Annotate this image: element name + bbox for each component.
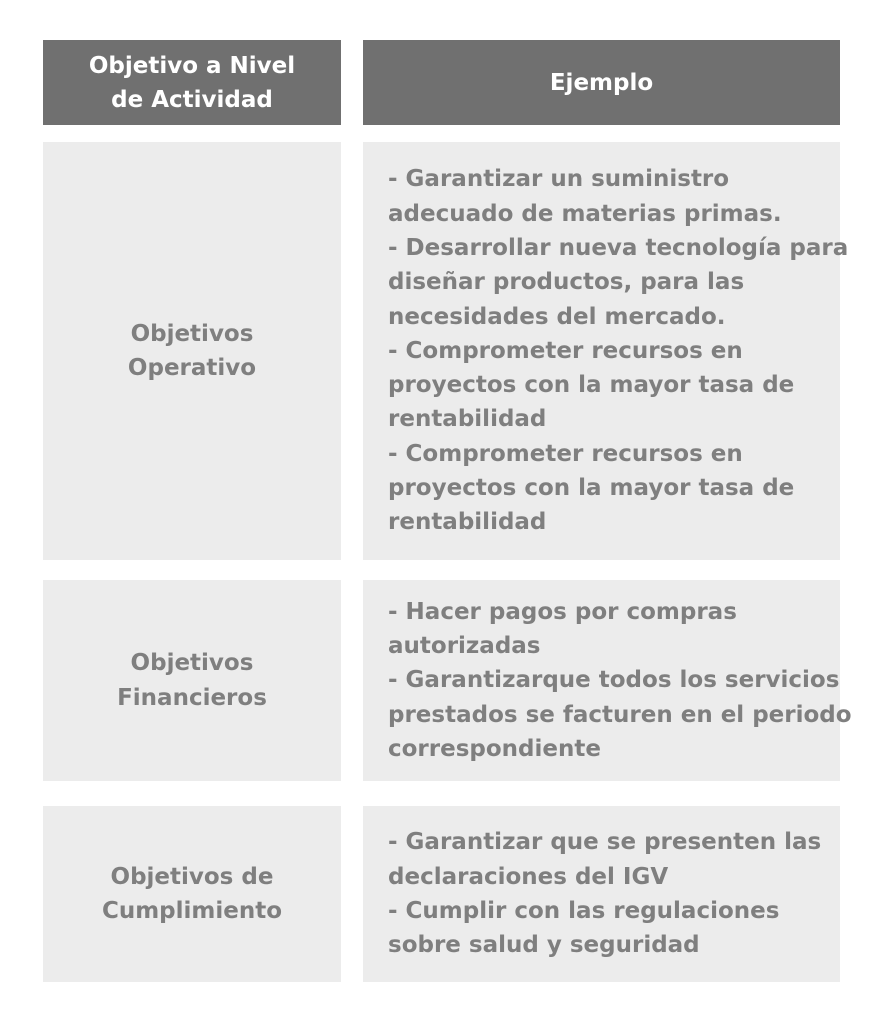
example-line: necesidades del mercado. — [388, 303, 726, 330]
example-line: adecuado de materias primas. — [388, 200, 782, 227]
row-operativo-example — [363, 142, 849, 560]
row-operativo-label — [43, 142, 341, 560]
row-label-line: Operativo — [127, 355, 257, 381]
row-financieros-example — [363, 580, 852, 781]
example-line: - Comprometer recursos en — [388, 337, 743, 364]
example-line: prestados se facturen en el periodo — [388, 701, 852, 728]
example-line: - Garantizarque todos los servicios — [388, 667, 840, 694]
row-label-line: Objetivos — [130, 320, 254, 347]
header-example — [363, 40, 840, 125]
example-line: diseñar productos, para las — [388, 269, 745, 296]
row-cumplimiento-example — [363, 806, 840, 982]
header-objective — [43, 40, 341, 125]
row-label-line: Financieros — [117, 684, 267, 711]
row-financieros-label — [43, 580, 341, 781]
example-line: sobre salud y seguridad — [388, 932, 700, 959]
example-line: proyectos con la mayor tasa de — [388, 372, 795, 399]
row-label-line: Objetivos — [130, 650, 254, 677]
row-label-line: Objetivos de — [110, 863, 274, 890]
row-cumplimiento-label — [43, 806, 341, 982]
example-line: proyectos con la mayor tasa de — [388, 475, 795, 502]
header-objective-line-2: de Actividad — [111, 86, 273, 113]
example-line: rentabilidad — [388, 509, 547, 536]
example-line: rentabilidad — [388, 406, 547, 433]
example-line: - Garantizar un suministro — [388, 166, 730, 193]
example-line: autorizadas — [388, 633, 541, 660]
header-example-line-1: Ejemplo — [549, 69, 654, 96]
example-line: - Garantizar que se presenten las — [388, 829, 822, 856]
example-line: - Cumplir con las regulaciones — [388, 898, 780, 924]
example-line: - Desarrollar nueva tecnología para — [388, 234, 849, 261]
example-line: - Hacer pagos por compras — [388, 598, 737, 625]
example-line: correspondiente — [388, 735, 601, 762]
example-line: declaraciones del IGV — [388, 863, 669, 890]
example-line: - Comprometer recursos en — [388, 440, 743, 467]
header-objective-line-1: Objetivo a Nivel — [88, 52, 296, 79]
row-label-line: Cumplimiento — [101, 898, 283, 924]
